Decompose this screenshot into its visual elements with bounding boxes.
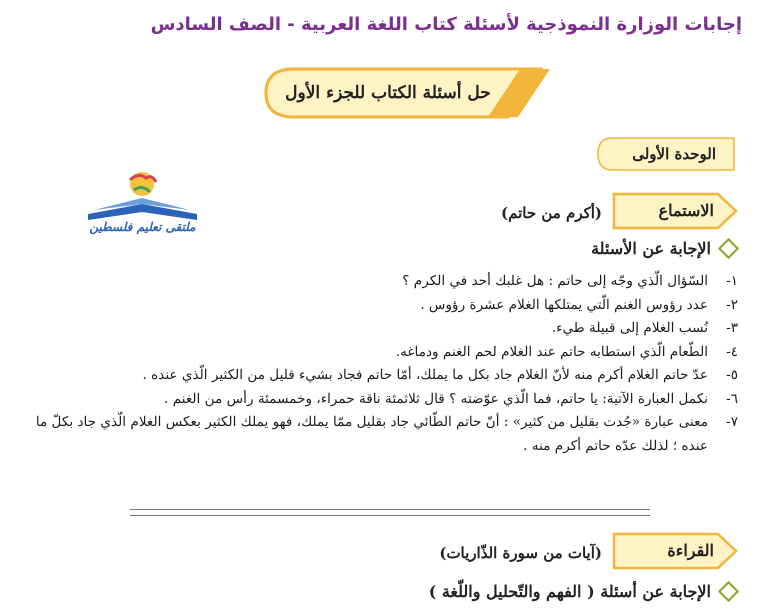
list-item bbox=[32, 270, 738, 294]
item-number: ٢- bbox=[726, 296, 738, 313]
answer-heading-reading bbox=[429, 582, 736, 601]
item-text: نكمل العبارة الآتية: يا حاتم، فما الّذي عوّضته ؟ قال ثلاثمئة ناقة حمراء، وخمسمئة رأس من الغنم . bbox=[164, 390, 708, 407]
answers-list bbox=[32, 270, 738, 458]
section-tab-listening bbox=[610, 192, 738, 230]
site-logo bbox=[80, 170, 205, 240]
answer-heading-label: الإجابة عن أسئلة ( الفهم والتّحليل واللّغة ) bbox=[428, 582, 711, 601]
list-item bbox=[32, 294, 738, 318]
item-number: ٧- bbox=[726, 414, 738, 430]
unit-label: الوحدة الأولى bbox=[632, 145, 716, 163]
item-text: معنى عبارة «جُدت بقليل من كثير» : أنّ حاتم الطّائي جاد بقليل ممّا يملك، فهو يملك الكثير بعكس الغلام الّذي جاد بكلّ ما عنده ؛ لذلك عدّه حاتم أكرم منه . bbox=[35, 414, 708, 454]
section-head-reading bbox=[420, 532, 738, 570]
item-number: ٤- bbox=[726, 343, 738, 360]
item-text: عدد رؤوس الغنم الّتي يمتلكها الغلام عشرة رؤوس . bbox=[420, 296, 708, 313]
answer-heading-listening bbox=[591, 239, 736, 258]
item-text: نُسب الغلام إلى قبيلة طيء. bbox=[551, 320, 708, 336]
part-banner-label: حل أسئلة الكتاب للجزء الأول bbox=[285, 83, 491, 103]
item-text: الطّعام الّذي استطابه حاتم عند الغلام لحم الغنم ودماغه. bbox=[395, 343, 708, 360]
item-number: ٥- bbox=[726, 367, 738, 383]
item-number: ٣- bbox=[726, 320, 738, 336]
list-item bbox=[32, 341, 738, 365]
list-item bbox=[32, 411, 738, 458]
part-banner bbox=[258, 67, 552, 119]
logo-book-icon bbox=[80, 170, 205, 222]
unit-tab bbox=[596, 136, 736, 172]
section-head-listening bbox=[420, 192, 738, 230]
section-tab-label: القراءة bbox=[667, 541, 714, 560]
list-item bbox=[32, 364, 738, 388]
logo-text: ملتقى تعليم فلسطين bbox=[89, 220, 196, 234]
item-text: عدّ حاتم الغلام أكرم منه لأنّ الغلام جاد بكل ما يملك، أمّا حاتم فجاد بشيء قليل من الكثير الّذي عنده . bbox=[142, 367, 708, 383]
answer-heading-label: الإجابة عن الأسئلة bbox=[591, 239, 711, 258]
section-tab-label: الاستماع bbox=[658, 201, 714, 220]
diamond-bullet-icon bbox=[718, 238, 739, 259]
section-subtitle: (آيات من سورة الذّاريات) bbox=[439, 544, 602, 562]
section-divider bbox=[130, 509, 650, 516]
section-subtitle: (أكرم من حاتم) bbox=[501, 204, 602, 222]
section-tab-reading bbox=[610, 532, 738, 570]
list-item bbox=[32, 317, 738, 341]
list-item bbox=[32, 388, 738, 412]
diamond-bullet-icon bbox=[718, 581, 739, 602]
item-number: ٦- bbox=[726, 390, 738, 407]
document-title: إجابات الوزارة النموذجية لأسئلة كتاب اللغة العربية - الصف السادس bbox=[150, 14, 742, 35]
item-number: ١- bbox=[726, 273, 738, 289]
item-text: السّؤال الّذي وجّه إلى حاتم : هل غلبك أحد في الكرم ؟ bbox=[402, 273, 708, 289]
